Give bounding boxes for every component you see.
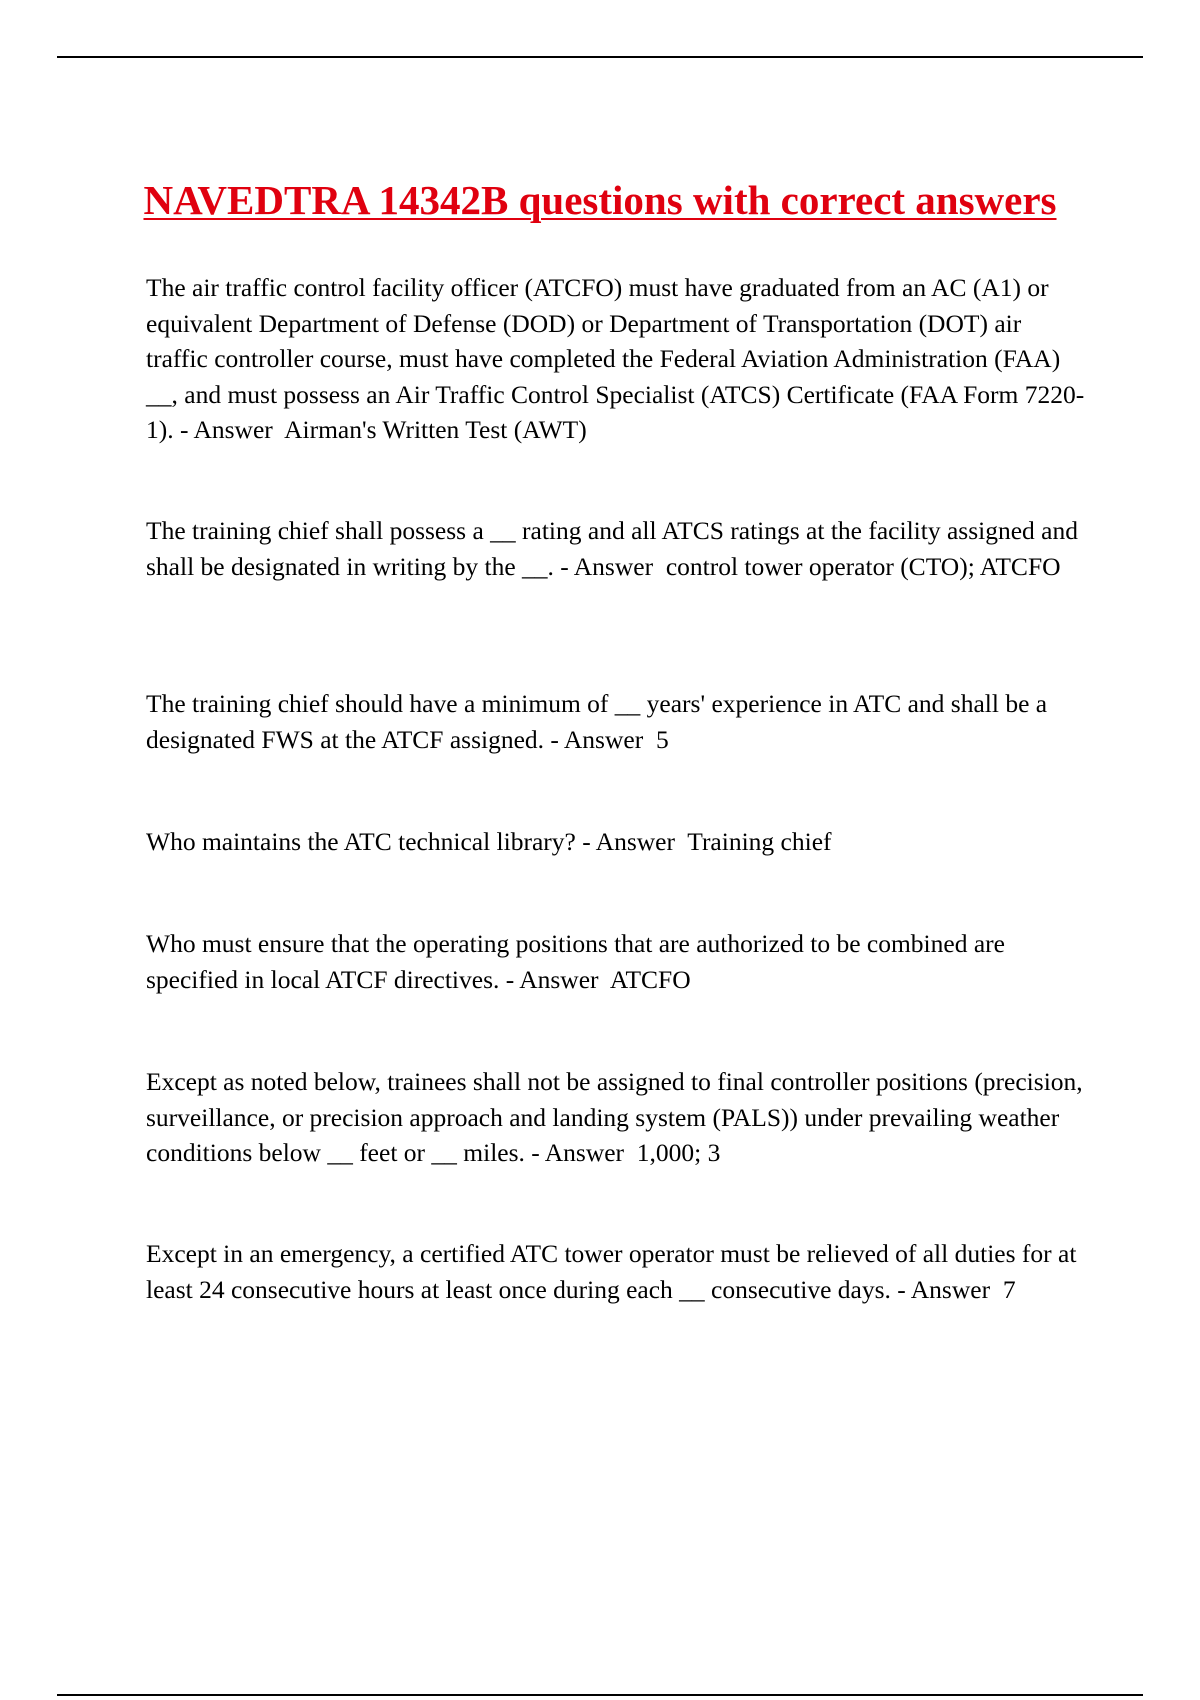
question-answer-6: Except as noted below, trainees shall not be assigned to final controller positions (precision, surveillance, or precision approach and landing system (PALS)) under prevailing weather conditions below __ feet or __ miles. - Answer 1,000; 3: [146, 1067, 1090, 1167]
top-rule: [57, 56, 1143, 58]
question-answer-2: The training chief shall possess a __ rating and all ATCS ratings at the facility assigned and shall be designated in writing by the __. - Answer control tower operator (CTO); ATCFO: [146, 516, 1085, 581]
question-answer-5: Who must ensure that the operating positions that are authorized to be combined are specified in local ATCF directives. - Answer ATCFO: [146, 929, 1012, 994]
question-answer-4: Who maintains the ATC technical library? - Answer Training chief: [146, 827, 832, 856]
question-answer-3: The training chief should have a minimum of __ years' experience in ATC and shall be a designated FWS at the ATCF assigned. - Answer 5: [146, 689, 1054, 754]
bottom-rule: [57, 1694, 1143, 1696]
page-title: NAVEDTRA 14342B questions with correct answers: [143, 177, 1057, 224]
question-answer-1: The air traffic control facility officer (ATCFO) must have graduated from an AC (A1) or equivalent Department of Defense (DOD) or Department of Transportation (DOT) air traffic controller course, must have completed the Federal Aviation Administration (FAA) __, and must possess an Air Traffic Control Specialist (ATCS) Certificate (FAA Form 7220-1). - Answer Airman's Written Test (AWT): [146, 273, 1085, 444]
question-answer-7: Except in an emergency, a certified ATC tower operator must be relieved of all duties for at least 24 consecutive hours at least once during each __ consecutive days. - Answer 7: [146, 1239, 1083, 1304]
